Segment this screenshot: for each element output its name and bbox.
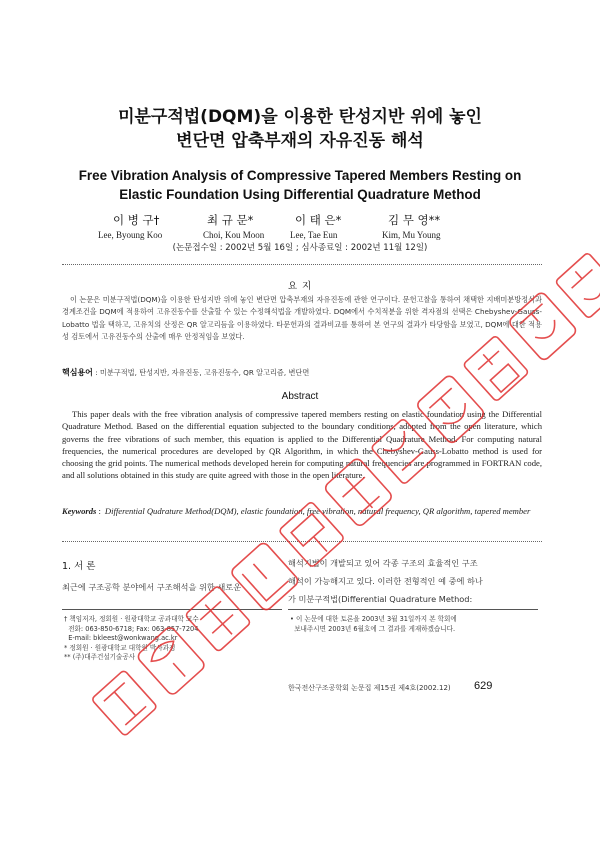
author-3-en: Lee, Tae Eun xyxy=(290,230,338,240)
author-2-ko: 최 규 문* xyxy=(207,213,254,227)
footnote-line: ** (주)대주건설기술공사 xyxy=(64,653,136,662)
footnote-rule-right xyxy=(288,609,538,610)
divider xyxy=(62,264,542,265)
footnote-line: 보내주시면 2003년 6월호에 그 결과를 게재하겠습니다. xyxy=(290,624,456,633)
keywords-ko-list: : 미분구적법, 탄성지반, 자유진동, 고유진동수, QR 알고리즘, 변단면 xyxy=(92,368,310,377)
keywords-en-label: Keywords xyxy=(62,506,97,516)
author-1-en: Lee, Byoung Koo xyxy=(98,230,163,240)
author-2-en: Choi, Kou Moon xyxy=(203,230,265,240)
submission-dates: (논문접수일 : 2002년 5월 16일 ; 심사종료일 : 2002년 11월 12일) xyxy=(172,243,428,253)
section-title: 1. 서 론 xyxy=(62,561,96,572)
keywords-en-table xyxy=(62,505,530,517)
keywords-en-colon: : xyxy=(96,506,101,516)
abstract-ko-heading: 요 지 xyxy=(287,281,313,292)
keywords-en-label-cell xyxy=(62,505,105,517)
footnote-rule-left xyxy=(62,609,282,610)
page-number: 629 xyxy=(474,680,493,692)
keywords-en-list-cell xyxy=(105,505,530,517)
abstract-ko-text: 이 논문은 미분구적법(DQM)을 이용한 탄성지반 위에 놓인 변단면 압축부재의 자유진동에 관한 연구이다. 문헌고찰을 통하여 채택한 지배미분방정식과 경계조건을 DQM에 적용하여 고유진동수를 산출할 수 있는 수정해석법을 개발하였다. DQM에서 수치적분을 위한 격자점의 선택은 Chebyshev-Gauss-Lobatto 법을 택하고, 고유치의 산정은 QR 알고리듬을 이용하였다. 타문헌과의 결과비교를 통하여 본 연구의 결과가 타당함을 보였고, DQM에 대한 적용성 검토에서 고유진동수의 산출에 매우 안정적임을 보였다. xyxy=(62,295,542,342)
keywords-en xyxy=(62,505,542,517)
footnote-line: † 책임저자, 정회원 · 원광대학교 공과대학 교수 xyxy=(64,615,199,623)
footnotes-left xyxy=(64,615,284,663)
author-1-ko: 이 병 구† xyxy=(113,213,160,227)
body-right-line1: 해석기법이 개발되고 있어 각종 구조의 효율적인 구조 xyxy=(288,558,478,568)
body-right-line2: 해석이 가능해지고 있다. 이러한 전형적인 예 중에 하나 xyxy=(288,576,483,586)
footnote-line: 전화: 063-850-6718; Fax: 063-857-7204 xyxy=(64,624,199,633)
title-en-line2: Elastic Foundation Using Differential Quadrature Method xyxy=(119,187,481,202)
abstract-en-text: This paper deals with the free vibration analysis of compressive tapered members resting on elastic foundation using the Differential Quadrature Method. Based on the differential equation subjected to the boundary conditions, adopted from the open literature, which governs the free vibrations of such member, this equation is applied to the Differential Quadrature Method. For computing natural frequencies, the numerical procedures are developed by QR Algorithm, in which the Chebyshev-Gauss-Lobatto method is used for choosing the grid points. The numerical methods developed herein for computing natural frequencies are programmed in FORTRAN code, and all solutions obtained in this study are quite agreed with those in the open literature. xyxy=(62,409,542,481)
footnote-line: * 정회원 · 원광대학교 대학원 박사과정 xyxy=(64,643,176,652)
footnote-line: E-mail: bkleest@wonkwang.ac.kr xyxy=(64,634,178,643)
abstract-en-heading: Abstract xyxy=(281,391,319,402)
author-4-ko: 김 무 영** xyxy=(388,213,441,227)
keywords-en-list: Differential Qudrature Method(DQM), elastic foundation, free vibration, natural frequency, QR algorithm, tapered member xyxy=(104,506,531,516)
footer-journal: 한국전산구조공학회 논문집 제15권 제4호(2002.12) xyxy=(288,684,451,692)
footnotes-right xyxy=(290,615,545,634)
author-4-en: Kim, Mu Young xyxy=(382,230,441,240)
divider-2 xyxy=(62,541,542,542)
author-3-ko: 이 태 은* xyxy=(295,213,342,227)
footnote-line: • 이 논문에 대한 토론을 2003년 3월 31일까지 본 학회에 xyxy=(290,615,457,623)
keywords-ko xyxy=(62,367,542,378)
keywords-ko-label: 핵심용어 xyxy=(62,368,93,377)
title-en-line1: Free Vibration Analysis of Compressive Tapered Members Resting on xyxy=(78,168,522,183)
title-ko-line2: 변단면 압축부재의 자유진동 해석 xyxy=(176,131,424,151)
body-right-line3: 가 미분구적법(Differential Quadrature Method: xyxy=(288,594,473,604)
body-left-text: 최근에 구조공학 분야에서 구조해석을 위한 새로운 xyxy=(62,582,242,592)
title-ko-line1: 미분구적법(DQM)을 이용한 탄성지반 위에 놓인 xyxy=(118,107,482,127)
